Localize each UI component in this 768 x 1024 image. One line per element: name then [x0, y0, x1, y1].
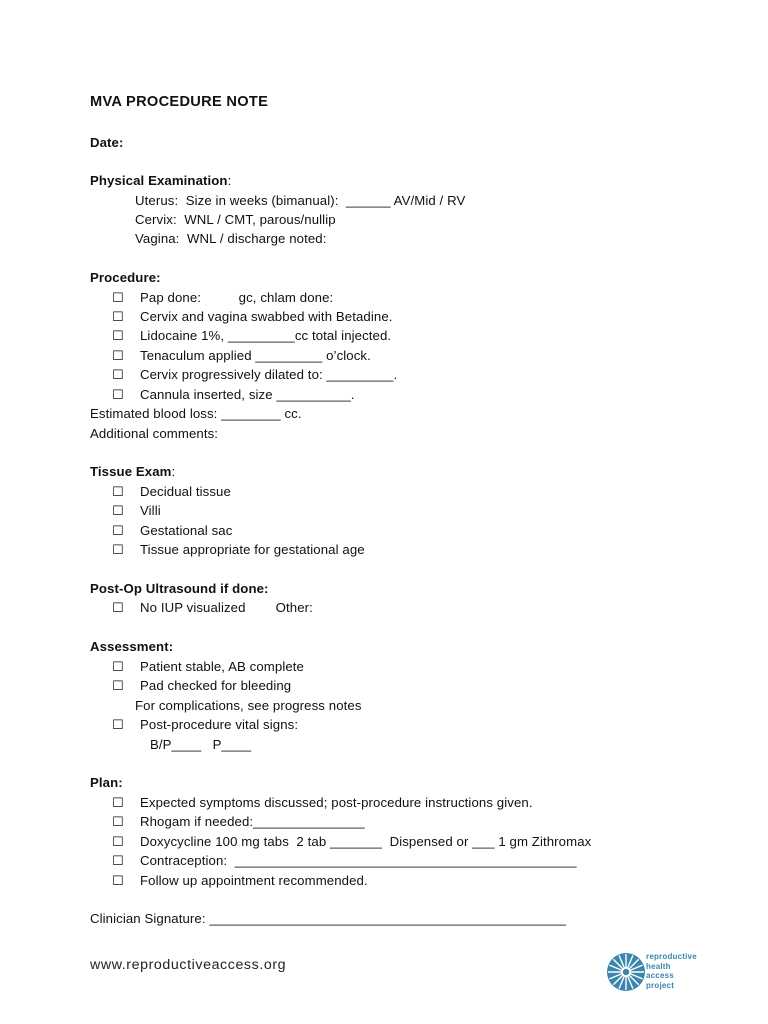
procedure-heading: Procedure:	[90, 270, 161, 285]
tissue-item: ☐ Gestational sac	[112, 521, 232, 540]
checkbox[interactable]: ☐	[112, 523, 124, 538]
checkbox[interactable]: ☐	[112, 503, 124, 518]
plan-item: ☐ Rhogam if needed:_______________	[112, 812, 365, 831]
procedure-item: ☐ Lidocaine 1%, _________cc total injected.	[112, 326, 391, 345]
checkbox[interactable]: ☐	[112, 678, 124, 693]
logo-wordmark: reproductive health access project	[646, 952, 697, 990]
procedure-item: ☐ Pap done: gc, chlam done:	[112, 288, 333, 307]
blood-loss-line: Estimated blood loss: ________ cc.	[90, 406, 302, 421]
assessment-item: ☐ Patient stable, AB complete	[112, 657, 304, 676]
checkbox[interactable]: ☐	[112, 484, 124, 499]
date-label: Date:	[90, 135, 124, 150]
procedure-item: ☐ Cannula inserted, size __________.	[112, 385, 355, 404]
checkbox[interactable]: ☐	[112, 367, 124, 382]
plan-item: ☐ Doxycycline 100 mg tabs 2 tab _______ Dispensed or ___ 1 gm Zithromax	[112, 832, 591, 851]
tissue-item: ☐ Tissue appropriate for gestational age	[112, 540, 365, 559]
ultrasound-heading: Post-Op Ultrasound if done:	[90, 581, 269, 596]
tissue-item: ☐ Decidual tissue	[112, 482, 231, 501]
checkbox[interactable]: ☐	[112, 795, 124, 810]
cervix-line: Cervix: WNL / CMT, parous/nullip	[135, 212, 336, 227]
procedure-item: ☐ Tenaculum applied _________ o’clock.	[112, 346, 371, 365]
vital-signs-values: B/P____ P____	[150, 737, 252, 752]
plan-item: ☐ Follow up appointment recommended.	[112, 871, 368, 890]
assessment-heading: Assessment:	[90, 639, 174, 654]
checkbox[interactable]: ☐	[112, 387, 124, 402]
assessment-item: ☐ Post-procedure vital signs:	[112, 715, 298, 734]
plan-heading: Plan:	[90, 775, 123, 790]
checkbox[interactable]: ☐	[112, 834, 124, 849]
complications-note: For complications, see progress notes	[135, 698, 362, 713]
footer-url: www.reproductiveaccess.org	[90, 957, 287, 973]
plan-item: ☐ Expected symptoms discussed; post-procedure instructions given.	[112, 793, 533, 812]
procedure-item: ☐ Cervix progressively dilated to: _________.	[112, 365, 397, 384]
checkbox[interactable]: ☐	[112, 328, 124, 343]
checkbox[interactable]: ☐	[112, 853, 124, 868]
checkbox[interactable]: ☐	[112, 717, 124, 732]
additional-comments-line: Additional comments:	[90, 426, 219, 441]
tissue-exam-heading: Tissue Exam:	[90, 464, 176, 479]
assessment-item: ☐ Pad checked for bleeding	[112, 676, 291, 695]
procedure-item: ☐ Cervix and vagina swabbed with Betadine.	[112, 307, 393, 326]
checkbox[interactable]: ☐	[112, 348, 124, 363]
vagina-line: Vagina: WNL / discharge noted:	[135, 231, 327, 246]
tissue-item: ☐ Villi	[112, 501, 161, 520]
uterus-line: Uterus: Size in weeks (bimanual): ______ AV/Mid / RV	[135, 193, 466, 208]
plan-item: ☐ Contraception: ______________________________________________	[112, 851, 577, 870]
physical-exam-heading: Physical Examination:	[90, 173, 232, 188]
clinician-signature-line: Clinician Signature: ________________________________________________	[90, 911, 567, 926]
checkbox[interactable]: ☐	[112, 814, 124, 829]
checkbox[interactable]: ☐	[112, 600, 124, 615]
checkbox[interactable]: ☐	[112, 290, 124, 305]
ultrasound-item: ☐ No IUP visualized Other:	[112, 598, 313, 617]
checkbox[interactable]: ☐	[112, 659, 124, 674]
document-title: MVA PROCEDURE NOTE	[90, 94, 269, 110]
checkbox[interactable]: ☐	[112, 873, 124, 888]
checkbox[interactable]: ☐	[112, 309, 124, 324]
checkbox[interactable]: ☐	[112, 542, 124, 557]
